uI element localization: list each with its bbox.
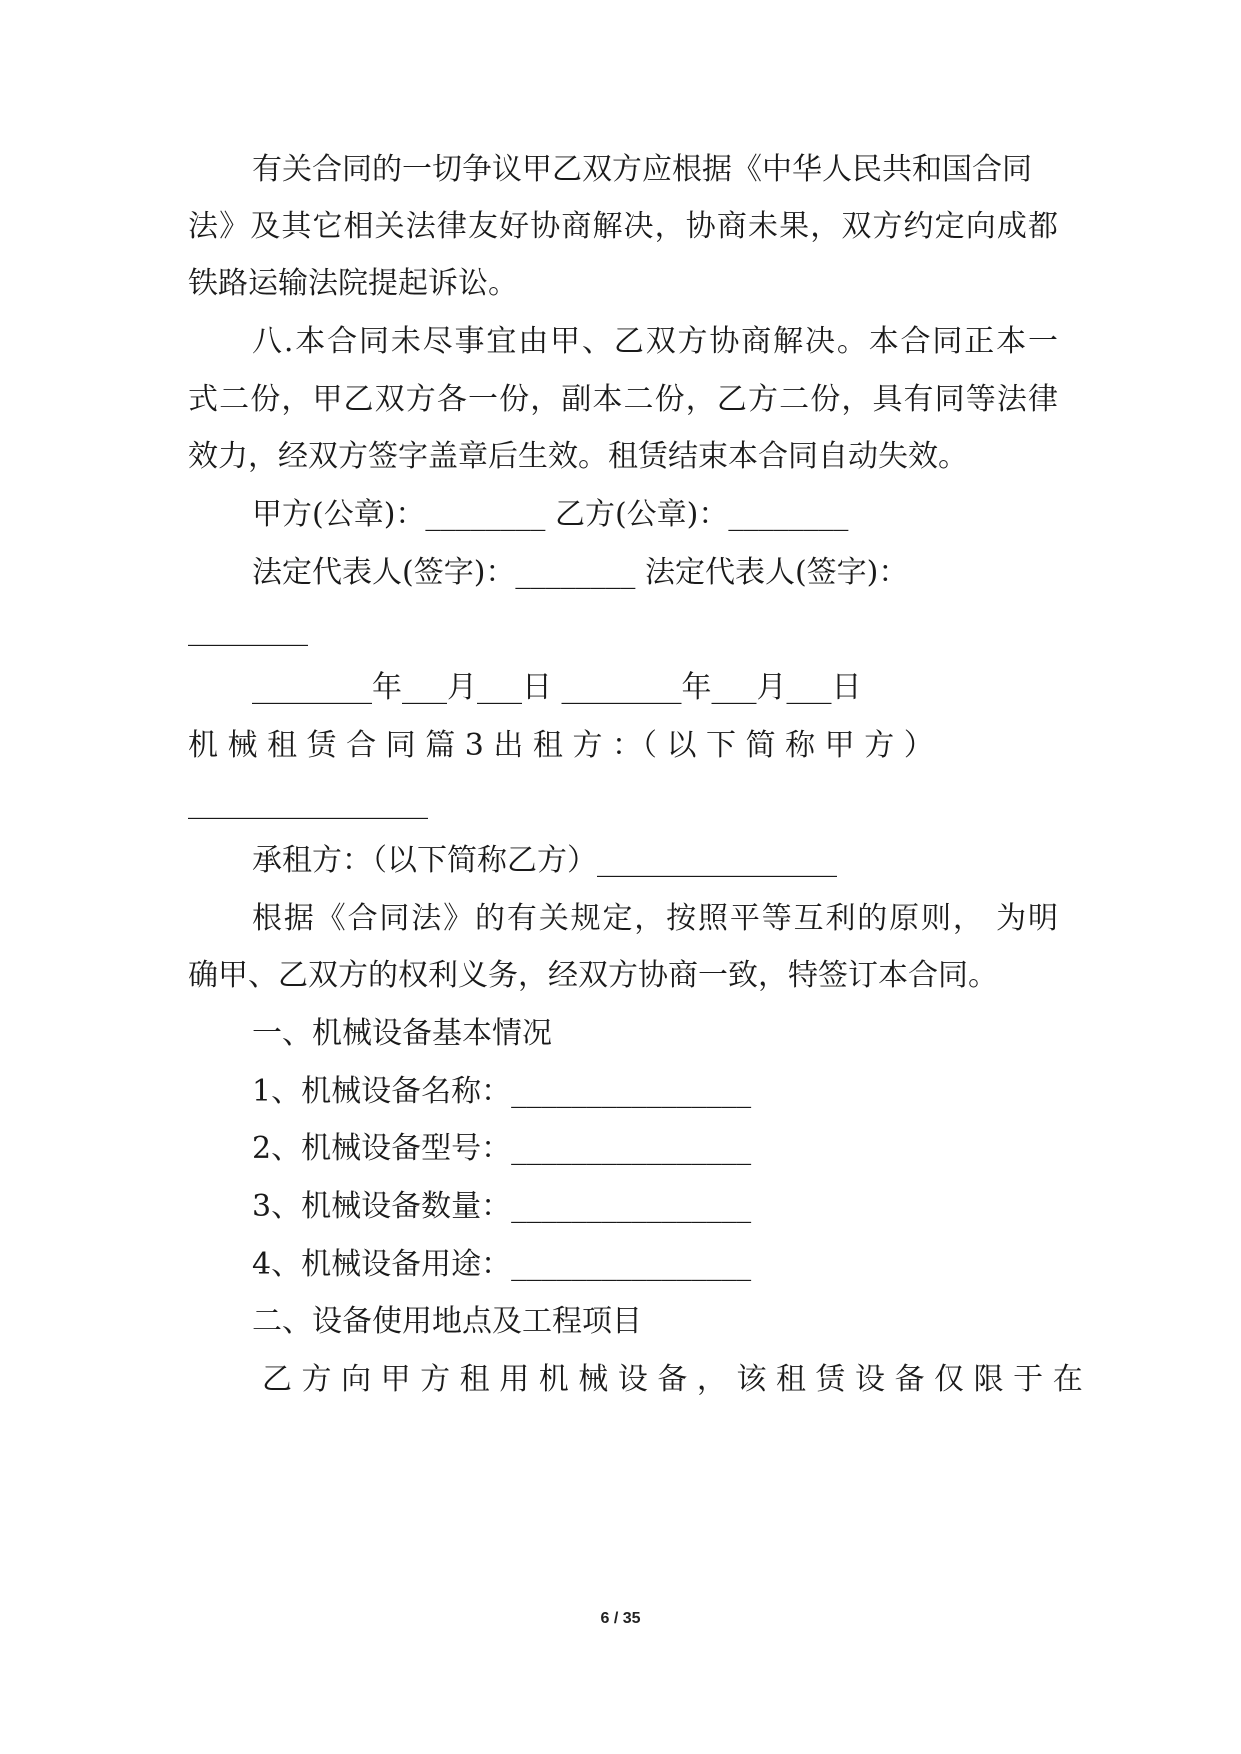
paragraph-line: 铁路运输法院提起诉讼。: [188, 266, 518, 301]
date-line: ________年___月___日 ________年___月___日: [252, 670, 862, 705]
paragraph-line: 乙 方 向 甲 方 租 用 机 械 设 备 ， 该 租 赁 设 备 仅 限 于 在: [262, 1362, 1083, 1397]
signature-line-representative: 法定代表人(签字)：________ 法定代表人(签字)：: [252, 555, 909, 590]
section-heading: 二、设备使用地点及工程项目: [252, 1304, 642, 1339]
paragraph-line: 法》及其它相关法律友好协商解决，协商未果，双方约定向成都: [188, 209, 1058, 244]
paragraph-line: 式二份，甲乙双方各一份，副本二份，乙方二份，具有同等法律: [188, 382, 1058, 417]
signature-line-seal: 甲方(公章)：________ 乙方(公章)：________: [252, 497, 849, 532]
equipment-usage-line: 4、机械设备用途：________________: [252, 1247, 752, 1282]
equipment-name-line: 1、机械设备名称：________________: [252, 1074, 752, 1109]
equipment-model-line: 2、机械设备型号：________________: [252, 1131, 752, 1166]
lessor-blank: ________________: [188, 785, 428, 820]
section-heading: 一、机械设备基本情况: [252, 1016, 552, 1051]
section-title-line: 机 械 租 赁 合 同 篇 3 出 租 方 ：（ 以 下 简 称 甲 方 ）: [188, 728, 934, 763]
page-number: 6 / 35: [600, 1610, 641, 1627]
paragraph-line: 有关合同的一切争议甲乙双方应根据《中华人民共和国合同: [252, 152, 1032, 187]
paragraph-line: 八.本合同未尽事宜由甲、乙双方协商解决。本合同正本一: [252, 324, 1058, 359]
paragraph-line: 确甲、乙双方的权利义务，经双方协商一致，特签订本合同。: [188, 958, 998, 993]
paragraph-line: 效力，经双方签字盖章后生效。租赁结束本合同自动失效。: [188, 439, 968, 474]
equipment-quantity-line: 3、机械设备数量：________________: [252, 1189, 752, 1224]
paragraph-line: 根据《合同法》的有关规定，按照平等互利的原则， 为明: [252, 901, 1058, 936]
signature-blank: ________: [188, 612, 308, 647]
lessee-line: 承租方：（以下简称乙方）________________: [252, 843, 837, 878]
